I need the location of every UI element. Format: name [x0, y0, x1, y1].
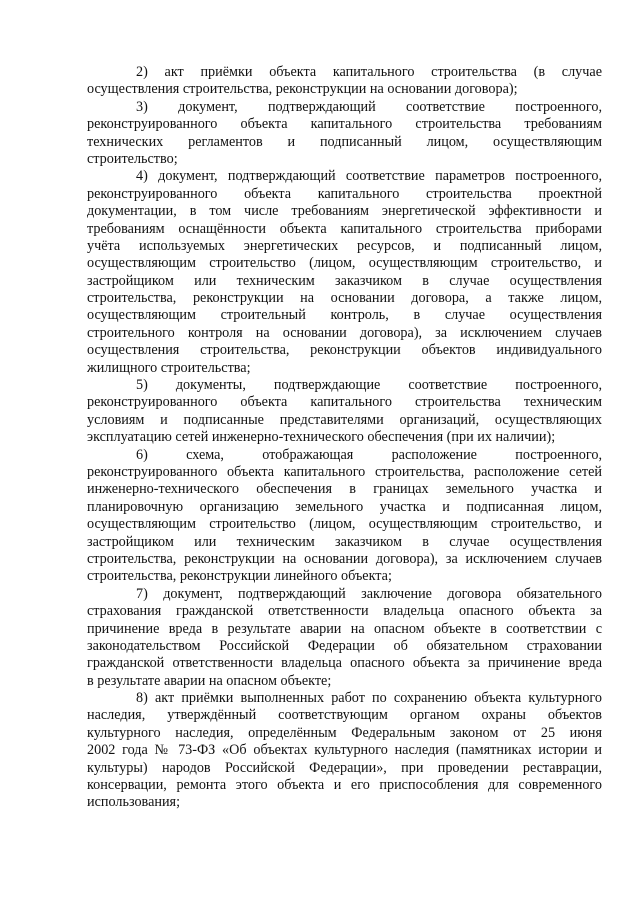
text-line: 2) акт приёмки объекта капитального строительства (в случае [136, 64, 602, 80]
text-line: законодательством Российской Федерации об обязательном страховании [87, 637, 602, 654]
text-line: технических регламентов и подписанный лицом, осуществляющим [87, 133, 602, 150]
text-line: требованиям оснащённости объекта капитального строительства приборами [87, 220, 602, 237]
text-line: строительного контроля на основании договора), за исключением случаев [87, 324, 602, 341]
text-line: условиям и подписанные представителями организаций, осуществляющих [87, 411, 602, 428]
text-line: 8) акт приёмки выполненных работ по сохранению объекта культурного [136, 690, 602, 707]
paragraph-item-2 [87, 64, 602, 99]
text-line: 4) документ, подтверждающий соответствие параметров построенного, [136, 168, 602, 185]
text-line: 5) документы, подтверждающие соответствие построенного, [136, 377, 602, 394]
paragraph-item-8 [87, 690, 602, 812]
text-line: инженерно-технического обеспечения в границах земельного участка и [87, 481, 602, 498]
text-line: застройщиком или техническим заказчиком в случае осуществления [87, 533, 602, 550]
text-line: осуществления строительства, реконструкции объектов индивидуального [87, 342, 602, 359]
text-line: использования; [87, 794, 181, 811]
text-line: наследия, утверждённый соответствующим органом охраны объектов [87, 707, 602, 724]
text-line: строительство; [87, 150, 178, 167]
paragraph-item-6 [87, 447, 602, 586]
text-line: 7) документ, подтверждающий заключение договора обязательного [136, 585, 602, 602]
text-line: учёта используемых энергетических ресурсов, и подписанный лицом, [87, 237, 602, 254]
text-line: консервации, ремонта этого объекта и его приспособления для современного [87, 777, 602, 794]
text-line: строительства, реконструкции на основании договора, а также лицом, [87, 290, 602, 307]
text-line: реконструированного объекта капитального строительства, расположение сетей [87, 463, 602, 480]
text-line: культурного наследия, определённым Федеральным законом от 25 июня [87, 724, 602, 741]
text-line: страхования гражданской ответственности владельца опасного объекта за [87, 603, 602, 620]
text-line: эксплуатацию сетей инженерно-технического обеспечения (при их наличии); [87, 429, 556, 446]
text-line: реконструированного объекта капитального строительства требованиям [87, 116, 602, 133]
text-line: жилищного строительства; [87, 359, 251, 376]
text-line: гражданской ответственности владельца опасного объекта за причинение вреда [87, 655, 602, 672]
text-line: осуществляющим строительство (лицом, осуществляющим строительство, и [87, 516, 602, 533]
paragraph-item-5 [87, 377, 602, 447]
text-line: строительства, реконструкции линейного объекта; [87, 568, 392, 585]
text-line: документации, в том числе требованиям энергетической эффективности и [87, 203, 602, 220]
paragraph-item-3 [87, 99, 602, 169]
text-line: осуществления строительства, реконструкции на основании договора); [87, 81, 518, 98]
text-line: осуществляющим строительный контроль, в случае осуществления [87, 307, 602, 324]
text-line: осуществляющим строительство (лицом, осуществляющим строительство, и [87, 255, 602, 272]
text-line: застройщиком или техническим заказчиком в случае осуществления [87, 272, 602, 289]
paragraph-item-4 [87, 168, 602, 377]
text-line: причинение вреда в результате аварии на опасном объекте в соответствии с [87, 620, 602, 637]
text-line: реконструированного объекта капитального строительства проектной [87, 185, 602, 202]
text-line: 2002 года № 73-ФЗ «Об объектах культурного наследия (памятниках истории и [87, 742, 602, 759]
text-line: 3) документ, подтверждающий соответствие построенного, [136, 98, 602, 115]
text-line: реконструированного объекта капитального строительства техническим [87, 394, 602, 411]
text-line: планировочную организацию земельного участка и подписанная лицом, [87, 498, 602, 515]
document-page [87, 64, 602, 812]
text-line: 6) схема, отображающая расположение построенного, [136, 446, 602, 463]
text-line: в результате аварии на опасном объекте; [87, 672, 332, 689]
paragraph-item-7 [87, 586, 602, 690]
text-line: строительства, реконструкции на основании договора), за исключением случаев [87, 550, 602, 567]
text-line: культуры) народов Российской Федерации», при проведении реставрации, [87, 759, 602, 776]
